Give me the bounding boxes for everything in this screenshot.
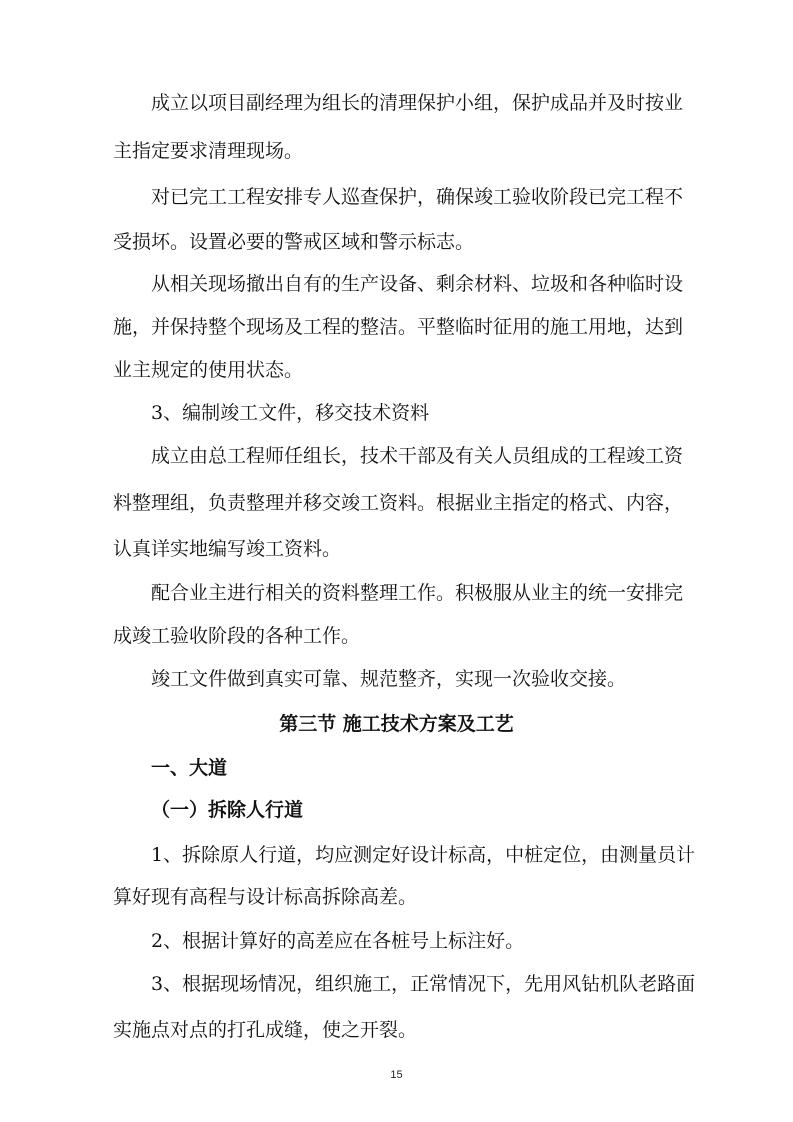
paragraph-line: 配合业主进行相关的资料整理工作。积极服从业主的统一安排完 [151, 582, 684, 604]
numbered-item: 3、编制竣工文件，移交技术资料 [151, 402, 430, 424]
step-line: 3、根据现场情况，组织施工，正常情况下，先用风钻机队老路面 [151, 973, 696, 995]
page-number: 15 [390, 1069, 403, 1081]
section-heading: 第三节 施工技术方案及工艺 [279, 713, 514, 735]
step-line: 1、拆除原人行道，均应测定好设计标高，中桩定位，由测量员计 [151, 844, 696, 866]
paragraph-line: 认真详实地编写竣工资料。 [113, 538, 342, 560]
step-line: 算好现有高程与设计标高拆除高差。 [113, 886, 418, 908]
paragraph-line: 施，并保持整个现场及工程的整洁。平整临时征用的施工用地，达到 [113, 316, 684, 338]
paragraph-line: 对已完工工程安排专人巡查保护，确保竣工验收阶段已完工程不 [151, 186, 684, 208]
paragraph-line: 成立以项目副经理为组长的清理保护小组，保护成品并及时按业 [151, 92, 684, 114]
heading-level-2: （一）拆除人行道 [151, 799, 304, 821]
heading-level-1: 一、大道 [151, 757, 228, 779]
paragraph-line: 从相关现场撤出自有的生产设备、剩余材料、垃圾和各种临时设 [151, 273, 684, 295]
paragraph-line: 料整理组，负责整理并移交竣工资料。根据业主指定的格式、内容， [113, 492, 684, 514]
paragraph-line: 业主规定的使用状态。 [113, 359, 304, 381]
step-line: 2、根据计算好的高差应在各桩号上标注好。 [151, 930, 525, 952]
paragraph-line: 竣工文件做到真实可靠、规范整齐，实现一次验收交接。 [151, 668, 627, 690]
paragraph-line: 主指定要求清理现场。 [113, 140, 304, 162]
paragraph-line: 成立由总工程师任组长，技术干部及有关人员组成的工程竣工资 [151, 445, 684, 467]
step-line: 实施点对点的打孔成缝，使之开裂。 [113, 1019, 418, 1041]
paragraph-line: 成竣工验收阶段的各种工作。 [113, 625, 361, 647]
paragraph-line: 受损坏。设置必要的警戒区域和警示标志。 [113, 231, 475, 253]
